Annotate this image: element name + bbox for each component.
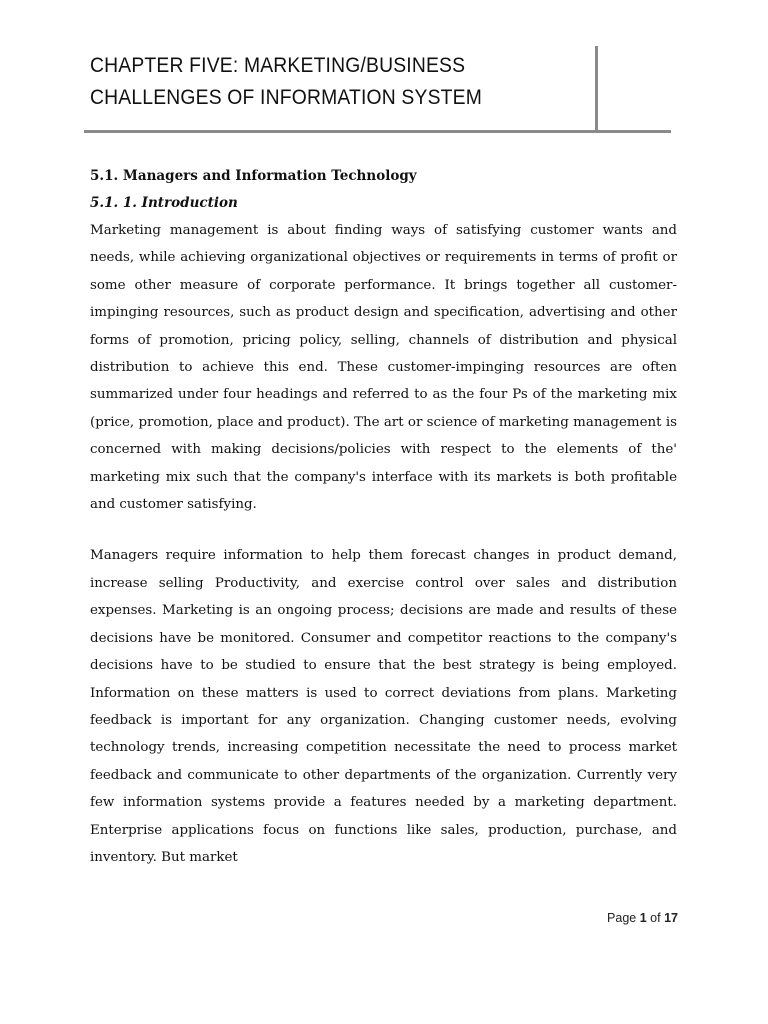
chapter-title-line-1: CHAPTER FIVE: MARKETING/BUSINESS xyxy=(90,54,466,77)
chapter-title-line-2: CHALLENGES OF INFORMATION SYSTEM xyxy=(90,86,482,109)
paragraph-managers: Managers require information to help them forecast changes in product demand, increase selling Productivity, and exercise control over sales and distribution expenses. Marketing is an ongoing process; decisions are made and results of these decisions have be monitored. Consumer and competitor reactions to the company's decisions have to be studied to ensure that the best strategy is being employed. Information on these matters is used to correct deviations from plans. Marketing feedback is important for any organization. Changing customer needs, evolving technology trends, increasing competition necessitate the need to process market feedback and communicate to other departments of the organization. Currently very few information systems provide a features needed by a marketing department. Enterprise applications focus on functions like sales, production, purchase, and inventory. But market xyxy=(90,548,677,865)
paragraph-intro: Marketing management is about finding ways of satisfying customer wants and needs, while achieving organizational objectives or requirements in terms of profit or some other measure of corporate performance. It brings together all customer-impinging resources, such as product design and specification, advertising and other forms of promotion, pricing policy, selling, channels of distribution and physical distribution to achieve this end. These customer-impinging resources are often summarized under four headings and referred to as the four Ps of the marketing mix (price, promotion, place and product). The art or science of marketing management is concerned with making decisions/policies with respect to the elements of the' marketing mix such that the company's interface with its markets is both profitable and customer satisfying. xyxy=(90,223,677,513)
header-horizontal-rule xyxy=(84,130,671,133)
page-label: Page xyxy=(607,911,637,925)
page-body xyxy=(90,163,677,871)
page-current: 1 xyxy=(639,911,647,925)
subsection-heading: 5.1. 1. Introduction xyxy=(90,195,238,211)
section-heading: 5.1. Managers and Information Technology xyxy=(90,168,417,184)
page-total: 17 xyxy=(664,911,678,925)
header-vertical-rule xyxy=(595,46,598,133)
page-footer xyxy=(607,911,678,925)
of-label: of xyxy=(650,911,661,925)
chapter-header xyxy=(90,50,590,114)
